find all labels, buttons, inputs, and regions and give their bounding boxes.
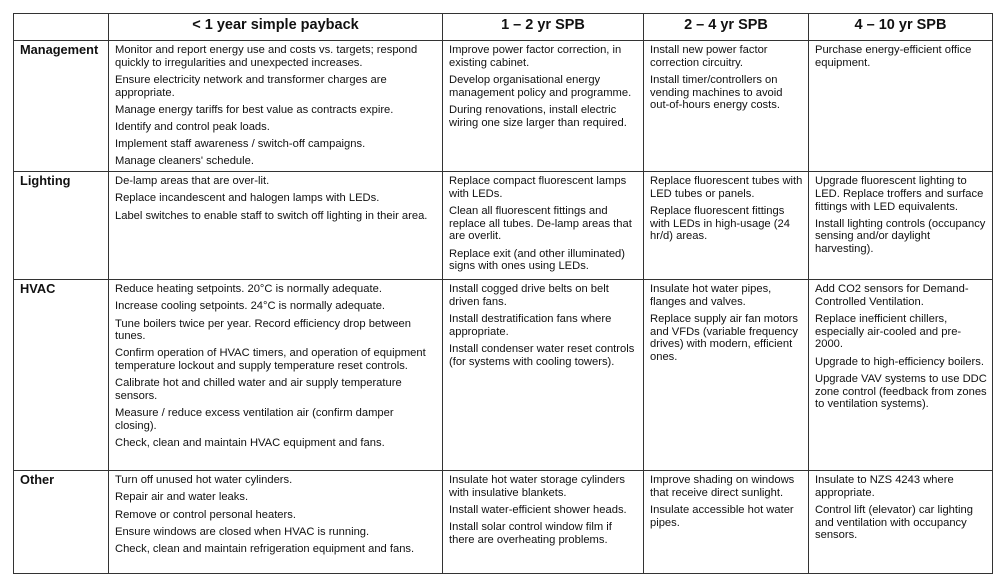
list-item: Confirm operation of HVAC timers, and operation of equipment temperature lockout and supply temperature reset controls.: [115, 347, 426, 373]
cell-lighting-2-4-years: [644, 172, 809, 280]
cell-hvac-under-1-year: [109, 280, 443, 471]
list-item: Check, clean and maintain HVAC equipment and fans.: [115, 437, 385, 450]
header-row: [14, 14, 993, 41]
list-item: Insulate accessible hot water pipes.: [650, 504, 794, 529]
list-item: Install cogged drive belts on belt driven fans.: [449, 283, 609, 308]
list-item: Upgrade VAV systems to use DDC zone control (feedback from zones to ventilation systems).: [815, 372, 987, 411]
cell-management-1-2-years: [443, 41, 644, 172]
list-item: Repair air and water leaks.: [115, 491, 249, 504]
cell-management-2-4-years: [644, 41, 809, 172]
cell-hvac-4-10-years: [809, 280, 993, 471]
cell-other-4-10-years: [809, 471, 993, 574]
list-item: Identify and control peak loads.: [115, 121, 270, 134]
list-item: Insulate hot water storage cylinders with insulative blankets.: [449, 474, 625, 499]
header-1-2-years: 1 – 2 yr SPB: [443, 14, 644, 41]
list-item: Install lighting controls (occupancy sensing and/or daylight harvesting).: [815, 217, 986, 256]
cell-hvac-1-2-years: [443, 280, 644, 471]
list-item: Clean all fluorescent fittings and replace all tubes. De-lamp areas that are overlit.: [449, 205, 632, 243]
cell-other-1-2-years: [443, 471, 644, 574]
list-item: Control lift (elevator) car lighting and ventilation with occupancy sensors.: [815, 504, 973, 542]
list-item: Label switches to enable staff to switch off lighting in their area.: [115, 209, 428, 222]
list-item: During renovations, install electric wiring one size larger than required.: [449, 103, 627, 129]
list-item: Calibrate hot and chilled water and air supply temperature sensors.: [115, 377, 402, 403]
list-item: Purchase energy-efficient office equipment.: [815, 44, 972, 69]
cell-management-4-10-years: [809, 41, 993, 172]
list-item: Replace supply air fan motors and VFDs (variable frequency drives) with modern, efficient ones.: [650, 313, 798, 364]
list-item: Insulate to NZS 4243 where appropriate.: [815, 474, 954, 499]
list-item: Install condenser water reset controls (for systems with cooling towers).: [449, 342, 635, 368]
list-item: Check, clean and maintain refrigeration equipment and fans.: [115, 542, 415, 555]
list-item: Install timer/controllers on vending machines to avoid out-of-hours energy costs.: [650, 73, 783, 112]
energy-measures-table: [13, 13, 993, 574]
list-item: Replace inefficient chillers, especially air-cooled and pre-2000.: [815, 313, 962, 351]
list-item: Upgrade fluorescent lighting to LED. Replace troffers and surface fittings with LED equivalents.: [815, 175, 984, 213]
cell-lighting-under-1-year: [109, 172, 443, 280]
list-item: Ensure windows are closed when HVAC is running.: [115, 525, 370, 538]
row-management: [14, 41, 993, 172]
row-label-management: Management: [14, 41, 109, 172]
cell-lighting-4-10-years: [809, 172, 993, 280]
row-label-hvac: HVAC: [14, 280, 109, 471]
cell-management-under-1-year: [109, 41, 443, 172]
list-item: Measure / reduce excess ventilation air (confirm damper closing).: [115, 407, 394, 432]
row-other: [14, 471, 993, 574]
payback-table-container: [13, 13, 993, 574]
cell-other-2-4-years: [644, 471, 809, 574]
list-item: Reduce heating setpoints. 20°C is normally adequate.: [115, 283, 382, 296]
list-item: Install destratification fans where appropriate.: [449, 313, 612, 338]
list-item: Remove or control personal heaters.: [115, 508, 296, 521]
list-item: De-lamp areas that are over-lit.: [115, 175, 270, 188]
row-hvac: [14, 280, 993, 471]
row-label-other: Other: [14, 471, 109, 574]
cell-other-under-1-year: [109, 471, 443, 574]
list-item: Replace fluorescent fittings with LEDs in high-usage (24 hr/d) areas.: [650, 205, 790, 243]
header-under-1-year: < 1 year simple payback: [109, 14, 443, 41]
header-corner: [14, 14, 109, 41]
list-item: Insulate hot water pipes, flanges and valves.: [650, 283, 772, 308]
header-4-10-years: 4 – 10 yr SPB: [809, 14, 993, 41]
list-item: Improve shading on windows that receive direct sunlight.: [650, 474, 795, 499]
list-item: Install new power factor correction circuitry.: [650, 44, 768, 69]
list-item: Implement staff awareness / switch-off campaigns.: [115, 138, 366, 151]
list-item: Manage cleaners' schedule.: [115, 155, 254, 168]
list-item: Replace fluorescent tubes with LED tubes or panels.: [650, 175, 803, 200]
list-item: Turn off unused hot water cylinders.: [115, 474, 293, 487]
list-item: Monitor and report energy use and costs vs. targets; respond quickly to irregularities and unexpected increases.: [115, 44, 418, 69]
list-item: Replace exit (and other illuminated) signs with ones using LEDs.: [449, 247, 625, 273]
header-2-4-years: 2 – 4 yr SPB: [644, 14, 809, 41]
list-item: Tune boilers twice per year. Record efficiency drop between tunes.: [115, 317, 412, 343]
row-lighting: [14, 172, 993, 280]
list-item: Increase cooling setpoints. 24°C is normally adequate.: [115, 300, 386, 313]
list-item: Install water-efficient shower heads.: [449, 504, 627, 517]
list-item: Install solar control window film if there are overheating problems.: [449, 521, 612, 546]
list-item: Improve power factor correction, in existing cabinet.: [449, 44, 622, 69]
list-item: Ensure electricity network and transformer charges are appropriate.: [115, 73, 387, 99]
cell-hvac-2-4-years: [644, 280, 809, 471]
list-item: Add CO2 sensors for Demand-Controlled Ventilation.: [815, 283, 969, 308]
list-item: Replace incandescent and halogen lamps with LEDs.: [115, 192, 380, 205]
list-item: Upgrade to high-efficiency boilers.: [815, 355, 984, 368]
cell-lighting-1-2-years: [443, 172, 644, 280]
list-item: Manage energy tariffs for best value as contracts expire.: [115, 103, 394, 116]
row-label-lighting: Lighting: [14, 172, 109, 280]
list-item: Replace compact fluorescent lamps with LEDs.: [449, 175, 627, 200]
list-item: Develop organisational energy management policy and programme.: [449, 73, 632, 99]
